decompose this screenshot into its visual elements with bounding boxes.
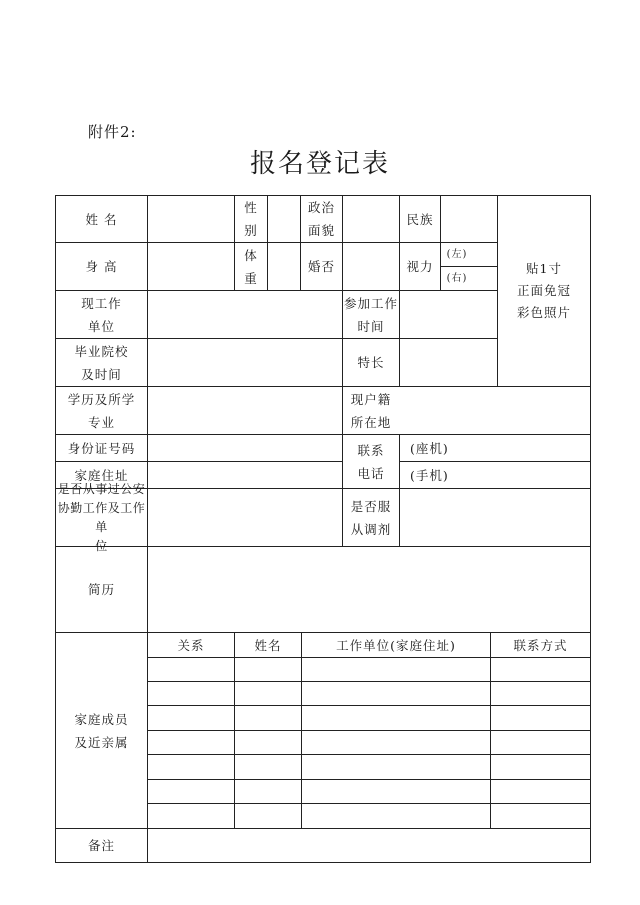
home-address-field[interactable]	[148, 462, 342, 488]
school-field[interactable]	[148, 339, 342, 386]
gender-label	[235, 196, 267, 242]
family-cell-name[interactable]	[235, 658, 301, 681]
family-cell-relation[interactable]	[148, 755, 234, 779]
obey-label-line1: 是否服	[350, 498, 392, 514]
political-status-label	[301, 196, 342, 242]
marital-field[interactable]	[343, 243, 399, 290]
political-label-line1: 政治	[307, 200, 335, 215]
hukou-label	[343, 387, 399, 434]
attachment-label: 附件2:	[88, 123, 137, 141]
photo-text-line1: 贴1寸	[526, 261, 562, 276]
contact-label-line1: 联系	[357, 442, 385, 458]
work-start-label	[343, 291, 399, 338]
weight-label	[235, 243, 267, 290]
family-cell-workplace[interactable]	[302, 658, 490, 681]
mobile-field[interactable]: (手机)	[410, 467, 449, 483]
vision-right-label: (右)	[446, 273, 468, 284]
family-cell-contact[interactable]	[491, 755, 590, 779]
family-cell-contact[interactable]	[491, 706, 590, 730]
school-label-line1: 毕业院校	[74, 343, 129, 359]
family-cell-relation[interactable]	[148, 731, 234, 754]
employer-label	[56, 291, 147, 338]
obey-label-line2: 从调剂	[350, 521, 392, 537]
school-label	[56, 339, 147, 386]
family-col-contact: 联系方式	[513, 637, 568, 653]
family-cell-workplace[interactable]	[302, 755, 490, 779]
ethnicity-field[interactable]	[441, 196, 497, 242]
gender-label-line2: 别	[244, 223, 258, 238]
police-experience-label	[56, 481, 147, 553]
gender-label-line1: 性	[244, 200, 258, 215]
political-status-field[interactable]	[343, 196, 399, 242]
employer-label-line2: 单位	[87, 318, 115, 334]
family-cell-relation[interactable]	[148, 804, 234, 828]
vision-label: 视力	[406, 259, 434, 274]
family-col-relation: 关系	[177, 637, 205, 653]
education-field[interactable]	[148, 387, 342, 434]
political-label-line2: 面貌	[307, 223, 335, 238]
id-number-field[interactable]	[148, 435, 342, 461]
family-col-workplace: 工作单位(家庭住址)	[336, 637, 456, 653]
family-cell-workplace[interactable]	[302, 731, 490, 754]
family-cell-workplace[interactable]	[302, 804, 490, 828]
form-title: 报名登记表	[249, 149, 390, 179]
remarks-label: 备注	[87, 838, 115, 853]
police-experience-field[interactable]	[148, 489, 342, 546]
vision-left-label: (左)	[446, 249, 468, 260]
family-cell-contact[interactable]	[491, 682, 590, 705]
employer-field[interactable]	[148, 291, 342, 338]
police-label-line1: 是否从事过公安	[57, 481, 146, 496]
id-number-label: 身份证号码	[67, 440, 136, 456]
family-cell-name[interactable]	[235, 731, 301, 754]
family-col-name: 姓名	[254, 637, 282, 653]
specialty-field[interactable]	[400, 339, 497, 386]
weight-label-line2: 重	[244, 270, 258, 286]
education-label	[56, 387, 147, 434]
family-cell-workplace[interactable]	[302, 682, 490, 705]
family-cell-workplace[interactable]	[302, 780, 490, 803]
name-field[interactable]	[148, 196, 234, 242]
family-cell-name[interactable]	[235, 755, 301, 779]
police-label-line2: 协勤工作及工作单	[57, 500, 146, 534]
family-cell-relation[interactable]	[148, 780, 234, 803]
family-cell-name[interactable]	[235, 682, 301, 705]
photo-text-line3: 彩色照片	[516, 305, 571, 320]
hukou-label-line2: 所在地	[350, 414, 392, 430]
family-cell-relation[interactable]	[148, 682, 234, 705]
hukou-field[interactable]	[400, 387, 590, 434]
family-cell-contact[interactable]	[491, 804, 590, 828]
contact-label-line2: 电话	[357, 465, 385, 481]
family-cell-name[interactable]	[235, 706, 301, 730]
obey-adjustment-label	[343, 489, 399, 546]
education-label-line1: 学历及所学	[67, 391, 136, 407]
family-label-line2: 及近亲属	[74, 734, 129, 750]
family-cell-contact[interactable]	[491, 731, 590, 754]
family-cell-contact[interactable]	[491, 658, 590, 681]
photo-text-line2: 正面免冠	[516, 283, 571, 298]
specialty-label: 特长	[357, 355, 385, 370]
name-label: 姓 名	[85, 211, 118, 227]
family-cell-relation[interactable]	[148, 658, 234, 681]
family-cell-workplace[interactable]	[302, 706, 490, 730]
gender-field[interactable]	[268, 196, 300, 242]
height-field[interactable]	[148, 243, 234, 290]
ethnicity-label: 民族	[406, 211, 434, 227]
family-label-line1: 家庭成员	[74, 711, 129, 727]
remarks-field[interactable]	[148, 829, 590, 862]
family-cell-name[interactable]	[235, 780, 301, 803]
family-cell-relation[interactable]	[148, 706, 234, 730]
photo-placeholder[interactable]	[498, 196, 590, 386]
resume-label: 简历	[87, 582, 115, 597]
home-address-label: 家庭住址	[74, 467, 129, 483]
landline-field[interactable]: (座机)	[410, 440, 449, 456]
school-label-line2: 及时间	[81, 366, 122, 382]
family-cell-contact[interactable]	[491, 780, 590, 803]
work-start-label-line2: 时间	[357, 318, 385, 334]
education-label-line2: 专业	[87, 414, 115, 430]
family-members-label	[56, 633, 147, 828]
height-label: 身 高	[85, 259, 118, 274]
weight-field[interactable]	[268, 243, 300, 290]
family-cell-name[interactable]	[235, 804, 301, 828]
weight-label-line1: 体	[244, 247, 258, 263]
police-label-line3: 位	[95, 538, 108, 553]
work-start-field[interactable]	[400, 291, 497, 338]
work-start-label-line1: 参加工作	[343, 295, 398, 311]
obey-adjustment-field[interactable]	[400, 489, 590, 546]
marital-label: 婚否	[307, 259, 335, 274]
resume-field[interactable]	[148, 547, 590, 632]
employer-label-line1: 现工作	[81, 295, 122, 311]
hukou-label-line1: 现户籍	[350, 391, 392, 407]
contact-phone-label	[343, 435, 399, 488]
